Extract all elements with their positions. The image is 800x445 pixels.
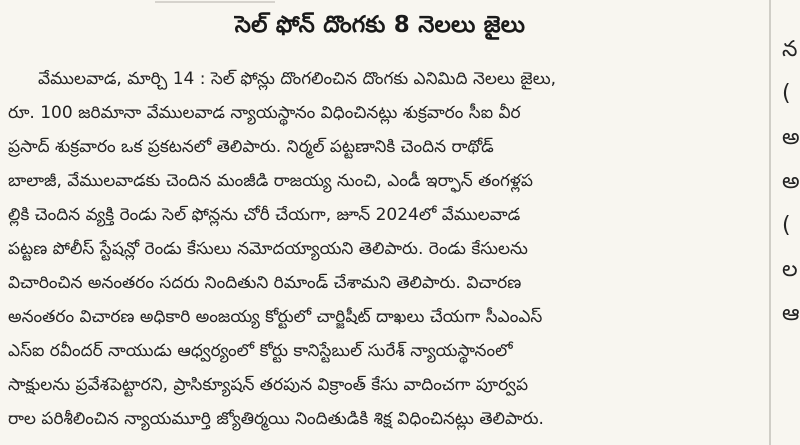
article-body — [8, 62, 763, 436]
article-line: పట్టణ పోలీస్ స్టేషన్లో రెండు కేసులు నమోదయ్యాయని తెలిపారు. రెండు కేసులను — [8, 239, 528, 259]
adjacent-column-char: న — [782, 37, 798, 62]
top-rule — [155, 1, 275, 3]
article-line: బాలాజీ, వేములవాడకు చెందిన మంజీడి రాజయ్య నుంచి, ఎండీ ఇర్ఫాన్ తంగళ్లప — [8, 171, 533, 191]
adjacent-column-char: ఆ — [782, 301, 800, 326]
article-line: ఎస్ఐ రవీందర్ నాయుడు ఆధ్వర్యంలో కోర్టు కానిస్టేబుల్ సురేశ్ న్యాయస్థానంలో — [8, 341, 513, 361]
adjacent-column-char: ల — [782, 257, 798, 282]
article-line: రాల పరిశీలించిన న్యాయమూర్తి జ్యోతిర్మయి నిందితుడికి శిక్ష విధించినట్లు తెలిపారు. — [8, 409, 544, 429]
article-line: ల్లికి చెందిన వ్యక్తి రెండు సెల్ ఫోన్లను చోరీ చేయగా, జూన్ 2024లో వేములవాడ — [8, 205, 521, 225]
adjacent-column-char: అ — [782, 125, 800, 150]
column-divider — [769, 0, 771, 445]
adjacent-column-char: ( — [782, 81, 791, 106]
adjacent-column-char: ( — [782, 213, 791, 238]
article-line: రూ. 100 జరిమానా వేములవాడ న్యాయస్థానం విధించినట్లు శుక్రవారం సీఐ వీర — [8, 103, 521, 123]
article-headline: సెల్ ఫోన్ దొంగకు 8 నెలలు జైలు — [234, 12, 526, 38]
article-line: విచారించిన అనంతరం సదరు నిందితుని రిమాండ్ చేశామని తెలిపారు. విచారణ — [8, 273, 522, 293]
article-line: వేములవాడ, మార్చి 14 : సెల్ ఫోన్లు దొంగలించిన దొంగకు ఎనిమిది నెలలు జైలు, — [38, 69, 557, 89]
article-line: అనంతరం విచారణ అధికారి అంజయ్య కోర్టులో చార్జిషీట్ దాఖలు చేయగా సీఎంఎస్ — [8, 307, 543, 327]
article-line: సాక్షులను ప్రవేశపెట్టారని, ప్రాసిక్యూషన్ తరపున విక్రాంత్ కేసు వాదించగా పూర్వప — [8, 375, 529, 395]
adjacent-column-char: అ — [782, 169, 800, 194]
adjacent-column-fragment — [782, 28, 800, 336]
article-line: ప్రసాద్ శుక్రవారం ఒక ప్రకటనలో తెలిపారు. నిర్మల్ పట్టణానికి చెందిన రాథోడ్ — [8, 137, 494, 157]
